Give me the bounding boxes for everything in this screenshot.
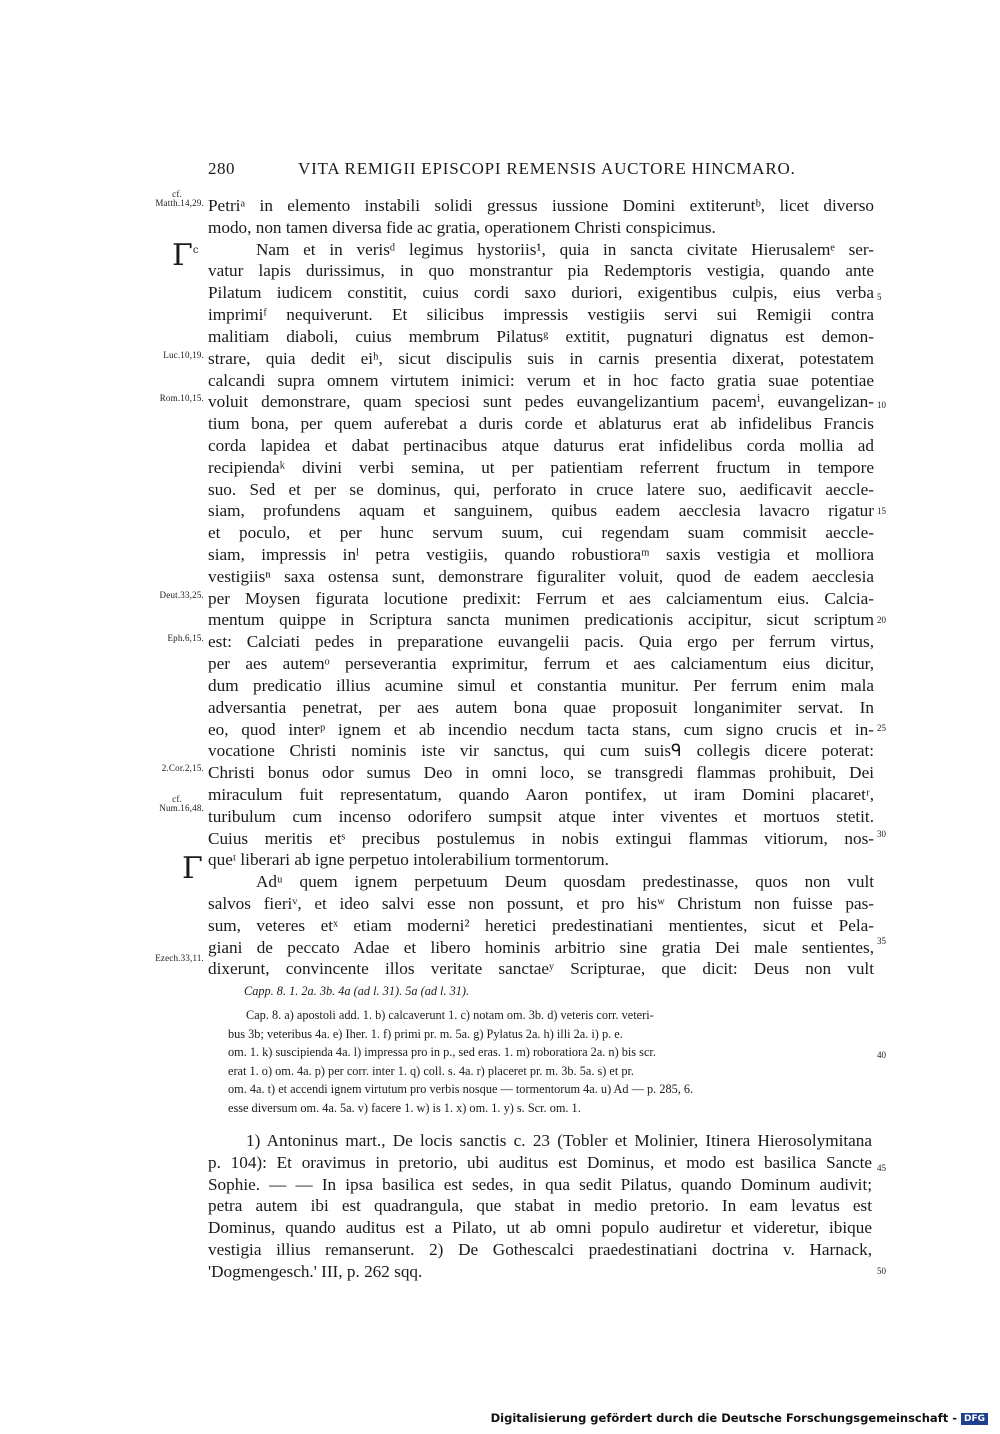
collation-line: erat 1. o) om. 4a. p) per corr. inter 1. q) coll. s. 4a. r) placeret pr. m. 3b. 5a. s) et pr. bbox=[228, 1063, 635, 1078]
text-line: modo, non tamen diversa fide ac gratia, operationem Christi conspicimus. bbox=[208, 217, 716, 237]
text-line: est: Calciati pedes in preparatione euvangelii pacis. Quia ergo per ferrum virtus, bbox=[208, 632, 874, 652]
text-line: Pilatum iudicem constitit, cuius cordi saxo duriori, exigentibus culpis, eius verba bbox=[208, 283, 874, 303]
text-line: Cuius meritis etˢ precibus postulemus in nobis extingui flammas vitiorum, nos- bbox=[208, 828, 874, 848]
text-line: mentum quippe in Scriptura sancta munimen predicationis accipitur, sicut scriptum bbox=[208, 610, 874, 630]
footnote-line: Dominus, quando auditus est a Pilato, ut ab omni populo audiretur et videretur, ibique bbox=[208, 1218, 872, 1238]
text-line: dixerunt, convincente illos veritate sanctaeʸ Scripturae, que dicit: Deus non vult bbox=[208, 959, 874, 979]
text-line: queᵗ liberari ab igne perpetuo intolerabilium tormentorum. bbox=[208, 850, 609, 870]
line-number: 35 bbox=[877, 936, 886, 946]
section-mark bbox=[182, 851, 203, 886]
collation-line: bus 3b; veteribus 4a. e) Iher. 1. f) primi pr. m. 5a. g) Pylatus 2a. h) illi 2a. i) p. e. bbox=[228, 1026, 623, 1041]
text-line: giani de peccato Adae et libero hominis arbitrio sine gratia Dei male sentientes, bbox=[208, 937, 874, 957]
text-line: turibulum cum incenso odorifero sumpsit atque inter viventes et mortuos stetit. bbox=[208, 806, 874, 826]
margin-reference-label: Matth.14,29. bbox=[155, 198, 204, 208]
footer-credit bbox=[491, 1411, 988, 1426]
footnote-line: petra autem ibi est quadrangula, que stabat in medio pretorio. In eam levatus est bbox=[208, 1196, 872, 1216]
collation-line: om. 4a. t) et accendi ignem virtutum pro verbis nosque — tormentorum 4a. u) Ad — p. 285, 6. bbox=[228, 1082, 694, 1096]
line-number: 40 bbox=[877, 1050, 886, 1060]
line-number: 30 bbox=[877, 829, 886, 839]
text-line: corda lapidea et dabat pertinacibus atque daturus erat infidelibus corda mollia ad bbox=[208, 435, 874, 455]
text-line: vatur lapis durissimus, in quo monstrantur pia Redemptoris vestigia, quando ante bbox=[208, 261, 874, 281]
footnote-line: Sophie. — — In ipsa basilica est sedes, in qua sedit Pilatus, quando Dominum audivit; bbox=[208, 1174, 872, 1194]
running-title: VITA REMIGII EPISCOPI REMENSIS AUCTORE HINCMARO. bbox=[298, 159, 796, 178]
section-mark-sup: c bbox=[192, 245, 199, 256]
margin-reference: 2.Cor.2,15. bbox=[161, 763, 204, 773]
footnote-line: 1) Antoninus mart., De locis sanctis c. 23 (Tobler et Molinier, Itinera Hierosolymitana bbox=[246, 1131, 872, 1150]
line-number: 20 bbox=[877, 615, 886, 625]
text-line: strare, quia dedit eiʰ, sicut discipulis suis in carnis presentia dixerat, potestatem bbox=[208, 348, 874, 368]
margin-reference bbox=[124, 795, 204, 813]
collation-notes bbox=[228, 1006, 873, 1117]
line-number: 5 bbox=[877, 292, 882, 302]
collation-line: Cap. 8. a) apostoli add. 1. b) calcaverunt 1. c) notam om. 3b. d) veteris corr. veteri- bbox=[246, 1008, 654, 1022]
section-mark-symbol: Γ bbox=[172, 238, 193, 273]
text-line: salvos fieriᵛ, et ideo salvi esse non possunt, et pro hisʷ Christum non fuisse pas- bbox=[208, 894, 874, 913]
text-line: tium bona, per quem auferebat a duris corde et ablaturus erat ab infidelibus Francis bbox=[208, 414, 874, 434]
text-line: per aes autemᵒ perseverantia exprimitur, ferrum et aes calciamentum eius dicitur, bbox=[208, 654, 874, 674]
text-line: Christi bonus odor sumus Deo in omni loco, se transgredi flammas prohibuit, Dei bbox=[208, 763, 874, 783]
text-line: et poculo, et per hunc servum suum, cui regendam suam commisit aeccle- bbox=[208, 523, 874, 543]
text-line: Adᵘ quem ignem perpetuum Deum quosdam predestinasse, quos non vult bbox=[256, 872, 874, 892]
margin-reference bbox=[124, 190, 204, 208]
text-line: eo, quod interᵖ ignem et ab incendio necdum tacta stans, cum signo crucis et in- bbox=[208, 719, 874, 739]
text-line: miraculum fuit representatum, quando Aaron pontifex, ut iram Domini placaretʳ, bbox=[208, 784, 874, 804]
text-line: adversantia penetrat, per aes autem bona quae proposuit longanimiter servat. In bbox=[208, 697, 874, 717]
line-number: 10 bbox=[877, 400, 886, 410]
text-line: Petriᵃ in elemento instabili solidi gressus iussione Domini extiteruntᵇ, licet diverso bbox=[208, 196, 874, 215]
text-line: malitiam diaboli, cuius membrum Pilatusᵍ extitit, pugnaturi dignatus est demon- bbox=[208, 326, 874, 346]
line-number: 45 bbox=[877, 1163, 886, 1173]
collation-line: om. 1. k) suscipienda 4a. l) impressa pro in p., sed eras. 1. m) roboratiora 2a. n) bis scr. bbox=[228, 1045, 656, 1059]
text-line: vocatione Christi nominis iste vir sanctus, qui cum suisᑫ collegis dicere poterat: bbox=[208, 741, 874, 761]
text-line: siam, impressis inˡ petra vestigiis, quando robustioraᵐ saxis vestigia et molliora bbox=[208, 545, 874, 564]
line-number: 15 bbox=[877, 506, 886, 516]
text-line: recipiendaᵏ divini verbi semina, ut per patientiam referrent fructum in tempore bbox=[208, 457, 874, 477]
text-line: Nam et in verisᵈ legimus hystoriis¹, quia in sancta civitate Hierusalemᵉ ser- bbox=[256, 239, 874, 259]
footnotes bbox=[208, 1130, 872, 1283]
text-line: calcandi supra omnem virtutem inimici: verum et in hoc facto gratia suae potentiae bbox=[208, 370, 874, 390]
text-line: suo. Sed et per se dominus, qui, perforato in cruce latere suo, aedificavit aeccle- bbox=[208, 479, 874, 499]
page-number: 280 bbox=[208, 159, 235, 178]
collation-capp-line: Capp. 8. 1. 2a. 3b. 4a (ad l. 31). 5a (ad l. 31). bbox=[244, 984, 470, 998]
margin-reference: Deut.33,25. bbox=[159, 590, 204, 600]
section-mark-symbol: Γ bbox=[182, 851, 203, 886]
margin-reference-cf: cf. bbox=[172, 189, 182, 199]
line-number: 50 bbox=[877, 1266, 886, 1276]
margin-reference: Luc.10,19. bbox=[163, 350, 204, 360]
collation-line: esse diversum om. 4a. 5a. v) facere 1. w) is 1. x) om. 1. y) s. Scr. om. 1. bbox=[228, 1100, 581, 1115]
footnote-line: vestigia illius remanserunt. 2) De Gothescalci praedestinatiani doctrina v. Harnack, bbox=[208, 1240, 872, 1260]
text-line: voluit demonstrare, quam speciosi sunt pedes euvangelizantium pacemⁱ, euvangelizan- bbox=[208, 392, 874, 412]
line-number: 25 bbox=[877, 723, 886, 733]
margin-reference-label: Num.16,48. bbox=[159, 803, 204, 813]
margin-reference: Rom.10,15. bbox=[159, 393, 204, 403]
text-line: vestigiisⁿ saxa ostensa sunt, demonstrare figuraliter voluit, quod de eadem aecclesia bbox=[208, 566, 874, 586]
text-line: sum, veteres etˣ etiam moderni² heretici predestinatiani mentientes, sicut et Pela- bbox=[208, 915, 874, 935]
footnote-line: 'Dogmengesch.' III, p. 262 sqq. bbox=[208, 1261, 423, 1281]
margin-reference: Eph.6,15. bbox=[167, 633, 204, 643]
footnote-line: p. 104): Et oravimus in pretorio, ubi auditus est Dominus, et modo est basilica Sancte bbox=[208, 1152, 872, 1172]
text-line: imprimiᶠ nequiverunt. Et silicibus impressis vestigiis servi sui Remigii contra bbox=[208, 305, 874, 325]
margin-reference: Ezech.33,11. bbox=[155, 953, 204, 963]
footer-credit-text: Digitalisierung gefördert durch die Deutsche Forschungsgemeinschaft - bbox=[490, 1411, 957, 1425]
margin-reference-cf: cf. bbox=[172, 794, 182, 804]
text-line: dum predicatio illius acumine simul et constantia munitur. Per ferrum enim mala bbox=[208, 675, 874, 695]
main-text bbox=[208, 195, 874, 980]
text-line: siam, profundens aquam et sanguinem, quibus eadem aecclesia lavacro rigatur bbox=[208, 501, 874, 521]
page-header bbox=[208, 159, 872, 183]
section-mark bbox=[172, 236, 198, 271]
dfg-logo-icon: DFG bbox=[961, 1413, 988, 1425]
text-line: per Moysen figurata locutione predixit: Ferrum et aes calciamentum eius. Calcia- bbox=[208, 588, 874, 608]
